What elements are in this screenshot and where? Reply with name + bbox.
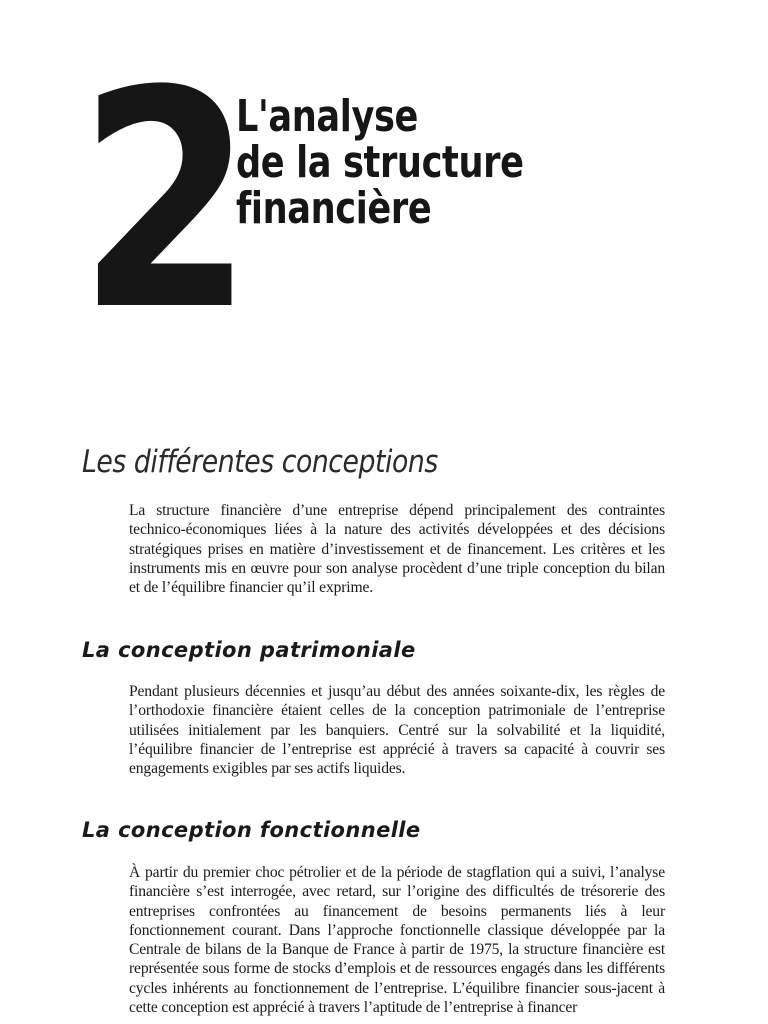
chapter-title-line-3: financière <box>236 183 432 234</box>
chapter-number: 2 <box>78 27 249 376</box>
subsection-paragraph-patrimoniale: Pendant plusieurs décennies et jusqu’au début des années soixante-dix, les règles de l’orthodoxie financière étaient celles de la conception patrimoniale de l’entreprise utilisées initialement par les banquiers. Centré sur la solvabilité et la liquidité, l’équilibre financier de l’entreprise est apprécié à travers sa capacité à couvrir ses engagements exigibles par ses actifs liquides. <box>129 683 665 778</box>
subsection-title-patrimoniale: La conception patrimoniale <box>82 638 416 662</box>
chapter-title <box>236 91 524 234</box>
chapter-title-line-1: L'analyse <box>236 91 419 142</box>
section-intro-paragraph: La structure financière d’une entreprise dépend principalement des contraintes technico-économiques liées à la nature des activités développées et des décisions stratégiques prises en matière d’investissement et de financement. Les critères et les instruments mis en œuvre pour son analyse procèdent d’une triple conception du bilan et de l’équilibre financier qu’il exprime. <box>129 502 665 597</box>
subsection-paragraph-fonctionnelle: À partir du premier choc pétrolier et de la période de stagflation qui a suivi, l’analyse financière s’est interrogée, avec retard, sur l’origine des difficultés de trésorerie des entreprises confrontées au financement de besoins permanents liés à leur fonctionnement courant. Dans l’approche fonctionnelle classique développée par la Centrale de bilans de la Banque de France à partir de 1975, la structure financière est représentée sous forme de stocks d’emplois et de ressources engagés dans les différents cycles inhérents au fonctionnement de l’entreprise. L’équilibre financier sous-jacent à cette conception est apprécié à travers l’aptitude de l’entreprise à financer <box>129 864 665 1017</box>
chapter-title-line-2: de la structure <box>236 137 524 188</box>
section-title: Les différentes conceptions <box>82 444 438 480</box>
subsection-title-fonctionnelle: La conception fonctionnelle <box>82 818 421 842</box>
